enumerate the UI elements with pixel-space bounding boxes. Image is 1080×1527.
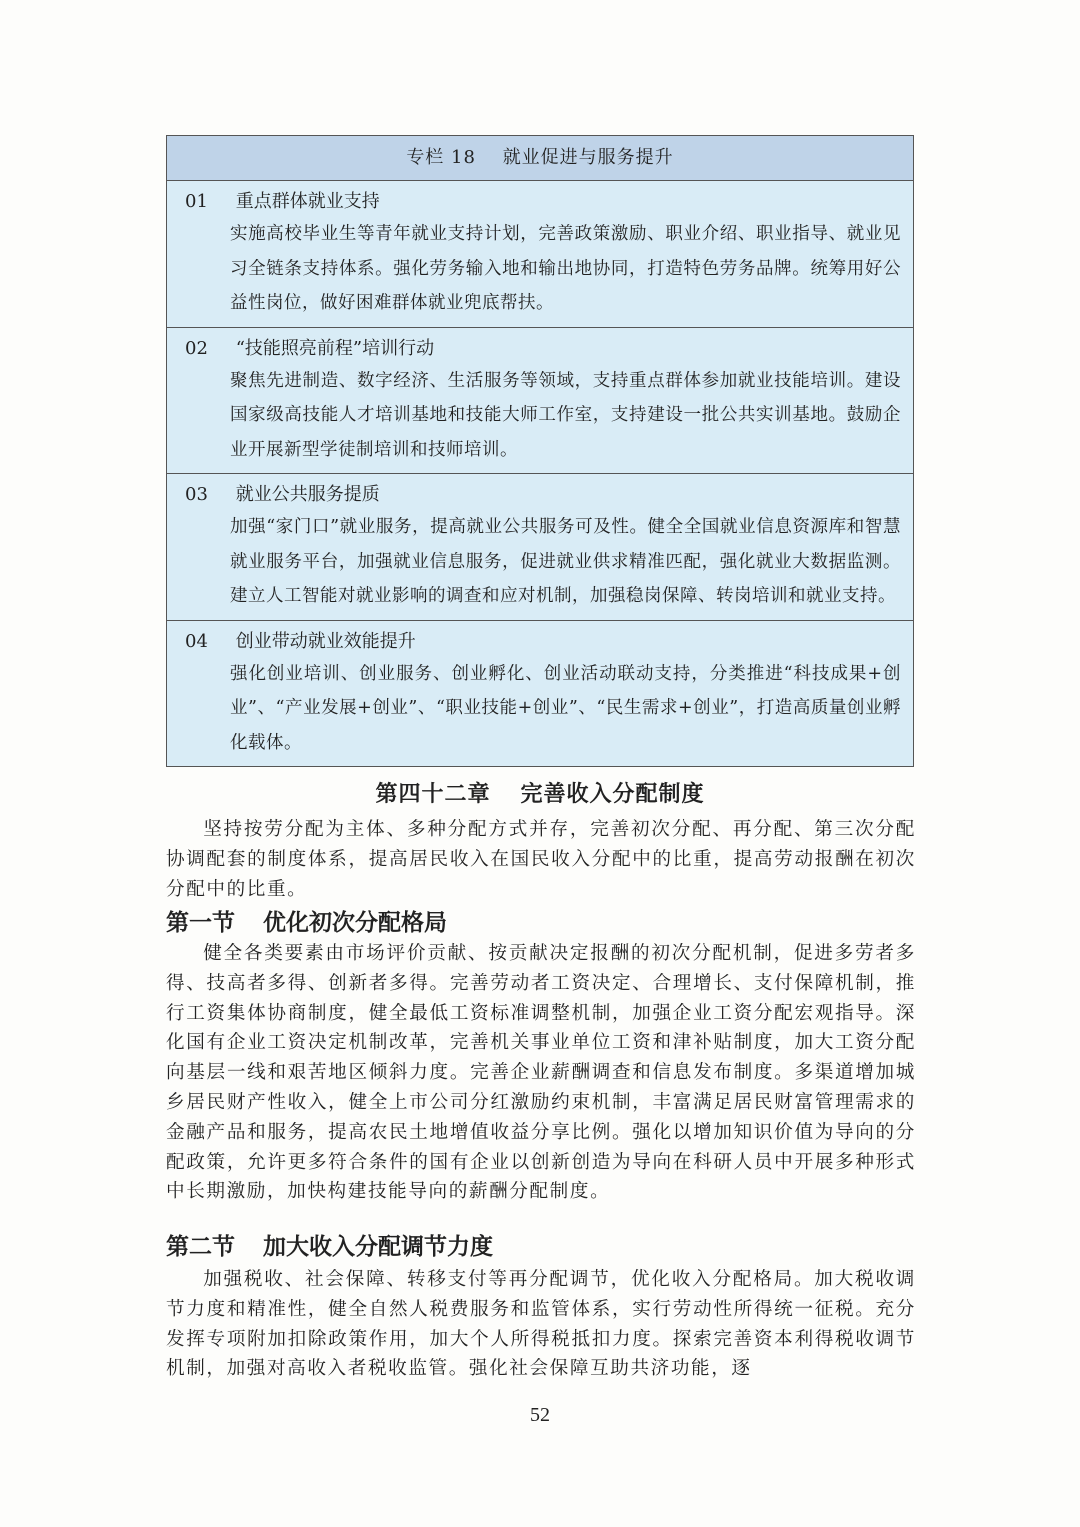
feature-item-title: “技能照亮前程”培训行动 <box>235 337 435 359</box>
feature-item-title: 重点群体就业支持 <box>235 191 380 212</box>
chapter-heading <box>0 777 1080 808</box>
section-number: 第一节 <box>166 910 235 936</box>
feature-item-body: 实施高校毕业生等青年就业支持计划，完善政策激励、职业介绍、职业指导、就业见习全链条支持体系。强化劳务输入地和输出地协同，打造特色劳务品牌。统筹用好公益性岗位，做好困难群体就业兜底帮扶。 <box>230 224 901 313</box>
section-heading <box>166 904 447 937</box>
chapter-number: 第四十二章 <box>375 781 491 807</box>
feature-box-header <box>167 136 913 181</box>
chapter-title: 完善收入分配制度 <box>520 781 705 807</box>
feature-item-title: 就业公共服务提质 <box>235 484 380 505</box>
feature-item <box>167 474 913 621</box>
page-number: 52 <box>530 1404 550 1426</box>
feature-item-body: 加强“家门口”就业服务，提高就业公共服务可及性。健全全国就业信息资源库和智慧就业服务平台，加强就业信息服务，促进就业供求精准匹配，强化就业大数据监测。建立人工智能对就业影响的调查和应对机制，加强稳岗保障、转岗培训和就业支持。 <box>230 517 901 606</box>
feature-box-title: 就业促进与服务提升 <box>502 147 674 168</box>
chapter-intro: 坚持按劳分配为主体、多种分配方式并存，完善初次分配、再分配、第三次分配协调配套的制度体系，提高居民收入在国民收入分配中的比重，提高劳动报酬在初次分配中的比重。 <box>166 819 916 900</box>
feature-item <box>167 621 913 767</box>
section-body: 加强税收、社会保障、转移支付等再分配调节，优化收入分配格局。加大税收调节力度和精准性，健全自然人税费服务和监管体系，实行劳动性所得统一征税。充分发挥专项附加扣除政策作用，加大个人所得税抵扣力度。探索完善资本利得税收调节机制，加强对高收入者税收监管。强化社会保障互助共济功能，逐 <box>166 1269 916 1380</box>
feature-item-body: 聚焦先进制造、数字经济、生活服务等领域，支持重点群体参加就业技能培训。建设国家级高技能人才培训基地和技能大师工作室，支持建设一批公共实训基地。鼓励企业开展新型学徒制培训和技师培训。 <box>230 370 901 460</box>
section-title: 加大收入分配调节力度 <box>263 1234 493 1260</box>
feature-item <box>167 328 913 475</box>
feature-item-body: 强化创业培训、创业服务、创业孵化、创业活动联动支持，分类推进“科技成果+创业”、“产业发展+创业”、“职业技能+创业”、“民生需求+创业”，打造高质量创业孵化载体。 <box>230 663 901 753</box>
section-title: 优化初次分配格局 <box>263 910 447 936</box>
feature-item-index: 02 <box>185 337 208 359</box>
feature-item-title: 创业带动就业效能提升 <box>235 630 416 652</box>
feature-item <box>167 181 913 328</box>
feature-box-label: 专栏 <box>406 147 445 168</box>
section-heading <box>166 1228 493 1261</box>
feature-box <box>166 135 914 767</box>
feature-box-number: 18 <box>451 147 476 168</box>
section-number: 第二节 <box>166 1234 235 1260</box>
feature-item-index: 03 <box>185 484 208 505</box>
feature-item-index: 04 <box>185 630 208 652</box>
section-body: 健全各类要素由市场评价贡献、按贡献决定报酬的初次分配机制，促进多劳者多得、技高者多得、创新者多得。完善劳动者工资决定、合理增长、支付保障机制，推行工资集体协商制度，健全最低工资标准调整机制，加强企业工资分配宏观指导。深化国有企业工资决定机制改革，完善机关事业单位工资和津补贴制度，加大工资分配向基层一线和艰苦地区倾斜力度。完善企业薪酬调查和信息发布制度。多渠道增加城乡居民财产性收入，健全上市公司分红激励约束机制，丰富满足居民财富管理需求的金融产品和服务，提高农民土地增值收益分享比例。强化以增加知识价值为导向的分配政策，允许更多符合条件的国有企业以创新创造为导向在科研人员中开展多种形式中长期激励，加快构建技能导向的薪酬分配制度。 <box>166 943 916 1203</box>
feature-item-index: 01 <box>185 191 208 212</box>
